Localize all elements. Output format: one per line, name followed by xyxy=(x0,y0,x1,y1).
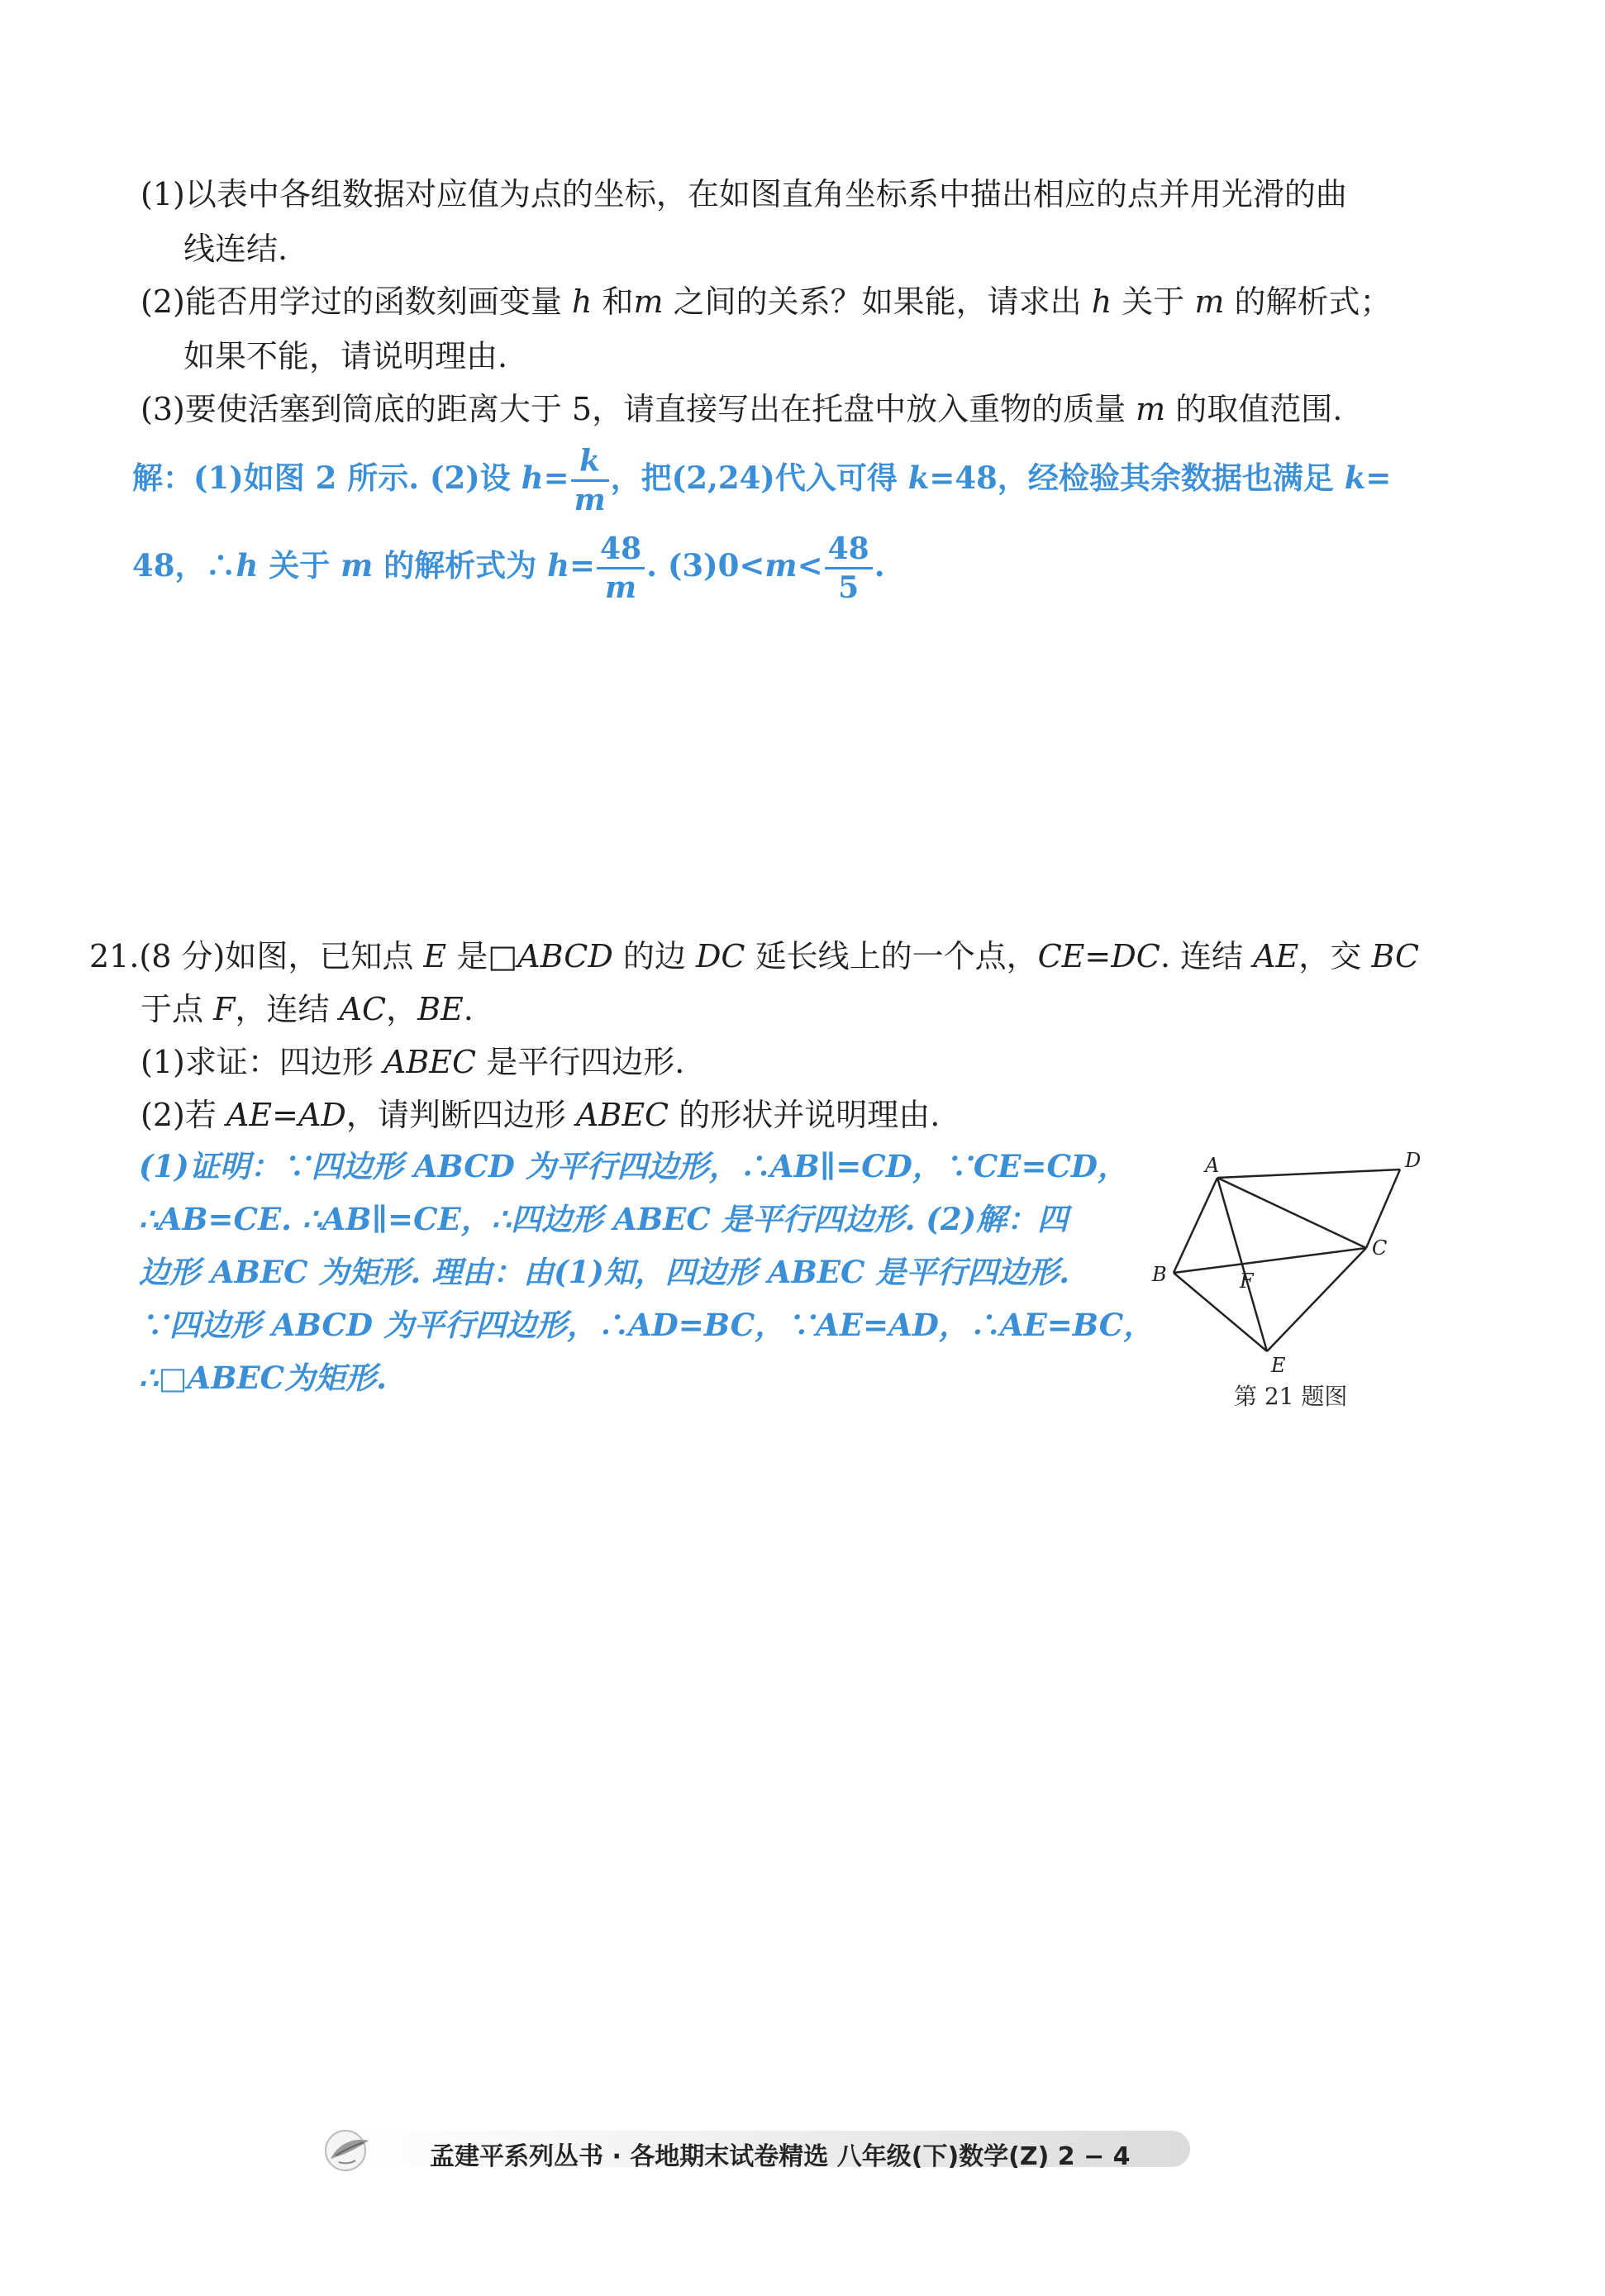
footer-text: 孟建平系列丛书 · 各地期末试卷精选 八年级(下)数学(Z) 2 − 4 xyxy=(430,2142,1131,2171)
parallel-equal-symbol: ∥= xyxy=(819,1148,862,1184)
q20-part2-text-c: 之间的关系？如果能，请求出 xyxy=(663,283,1092,320)
q20-part2-line1 xyxy=(140,283,1392,320)
q21-text: ， xyxy=(386,991,418,1027)
equation-ae-ad: AE=AD xyxy=(226,1097,346,1133)
q21-text: (1)求证：四边形 xyxy=(140,1044,383,1080)
equals-sign: = xyxy=(1365,460,1392,496)
fraction-48-over-5 xyxy=(825,531,873,605)
answer-text: CE，∴四边形 ABEC 是平行四边形. (2)解：四 xyxy=(413,1201,1069,1237)
var-k: k xyxy=(907,460,930,496)
q21-text: 是平行四边形. xyxy=(476,1044,685,1080)
q21-answer-line2 xyxy=(139,1201,1069,1237)
label-e: E xyxy=(1271,1354,1286,1377)
q21-text: 的边 xyxy=(612,938,696,974)
var-k: k xyxy=(1344,460,1366,496)
segment-be: BE xyxy=(417,991,464,1027)
q20-part3-text-a: (3)要使活塞到筒底的距离大于 5，请直接写出在托盘中放入重物的质量 xyxy=(140,391,1136,427)
answer-text: CD，∵CE=CD， xyxy=(861,1148,1129,1184)
q21-text: 的形状并说明理由. xyxy=(669,1097,941,1133)
q21-text: ，交 xyxy=(1298,938,1372,974)
q21-text: ，请判断四边形 xyxy=(345,1097,576,1133)
fraction-numerator: 48 xyxy=(825,534,873,569)
segment-ab xyxy=(1174,1178,1217,1273)
fraction-numerator: k xyxy=(571,446,609,482)
fraction-denominator: 5 xyxy=(838,570,860,605)
var-m: m xyxy=(633,283,664,320)
var-h: h xyxy=(547,547,569,584)
fraction-denominator: m xyxy=(605,570,637,605)
segment-dc: DC xyxy=(695,938,745,974)
q20-part1-line1 xyxy=(140,176,1347,212)
less-than-sign: < xyxy=(797,547,823,584)
q20-part2-text2: 如果不能，请说明理由. xyxy=(183,338,508,374)
q21-answer-line1 xyxy=(139,1148,1129,1184)
shape-abec: ABEC xyxy=(383,1044,477,1080)
q21-line4 xyxy=(140,1099,940,1131)
fraction-numerator: 48 xyxy=(597,534,645,569)
segment-ad xyxy=(1217,1169,1400,1178)
var-h: h xyxy=(236,547,259,584)
label-c: C xyxy=(1372,1236,1388,1260)
var-m: m xyxy=(1194,283,1225,320)
answer-text: =48，经检验其余数据也满足 xyxy=(929,460,1345,496)
q21-text: . xyxy=(463,991,474,1027)
answer-text: 边形 ABEC 为矩形. 理由：由(1)知，四边形 ABEC 是平行四边形. xyxy=(139,1254,1070,1290)
answer-text: 关于 xyxy=(258,547,341,584)
q21-text: (2)若 xyxy=(140,1097,226,1133)
q20-answer-line2 xyxy=(132,531,885,605)
q20-part2-text-b: 和 xyxy=(592,283,634,320)
segment-ce xyxy=(1267,1248,1366,1351)
q20-part3-text-b: 的取值范围. xyxy=(1165,391,1343,427)
segment-ae: AE xyxy=(1253,938,1299,974)
fraction-denominator: m xyxy=(574,483,606,517)
q21-geometry-figure xyxy=(1141,1132,1455,1413)
answer-text: 48，∴ xyxy=(132,547,236,584)
answer-text: (1)证明：∵四边形 ABCD 为平行四边形，∴AB xyxy=(139,1148,820,1184)
shape-abcd: ABCD xyxy=(517,938,613,974)
q20-answer-line1 xyxy=(132,446,1391,515)
shape-abec: ABEC xyxy=(575,1097,669,1133)
var-m: m xyxy=(341,547,374,584)
point-f: F xyxy=(213,991,236,1027)
segment-ac: AC xyxy=(339,991,387,1027)
footer-banner xyxy=(314,2126,1207,2172)
label-a: A xyxy=(1205,1154,1220,1177)
q20-part2-text-d: 关于 xyxy=(1112,283,1195,320)
segment-ae xyxy=(1217,1178,1267,1351)
leaf-logo-icon xyxy=(314,2126,388,2172)
segment-bc: BC xyxy=(1371,938,1420,974)
var-m: m xyxy=(1136,391,1166,427)
var-h: h xyxy=(1091,283,1112,320)
q20-part2-text-e: 的解析式； xyxy=(1224,283,1392,320)
fraction-k-over-m xyxy=(571,446,609,515)
answer-text: ∵四边形 ABCD 为平行四边形，∴AD=BC，∵AE=AD，∴AE=BC， xyxy=(139,1307,1155,1343)
fraction-48-over-m xyxy=(597,531,645,605)
q21-line3 xyxy=(140,1046,684,1078)
segment-bc xyxy=(1174,1248,1366,1273)
label-f: F xyxy=(1240,1269,1254,1293)
answer-text: . (3)0< xyxy=(646,547,765,584)
q20-part2-text-a: (2)能否用学过的函数刻画变量 xyxy=(140,283,572,320)
var-h: h xyxy=(571,283,593,320)
q21-line1 xyxy=(89,938,1420,974)
q20-part3 xyxy=(140,393,1342,425)
segment-ac xyxy=(1217,1178,1366,1248)
answer-text: 解：(1)如图 2 所示. (2)设 xyxy=(132,460,522,496)
q21-answer-line4 xyxy=(139,1307,1155,1343)
equation-ce-dc: CE=DC xyxy=(1037,938,1160,974)
var-h: h xyxy=(521,460,544,496)
q21-line2 xyxy=(140,993,474,1025)
q21-text: 于点 xyxy=(140,991,214,1027)
parallelogram-symbol: □ xyxy=(488,938,518,974)
answer-text: ∴AB=CE. ∴AB xyxy=(139,1201,372,1237)
answer-text: 的解析式为 xyxy=(373,547,548,584)
q20-part1-text: (1)以表中各组数据对应值为点的坐标，在如图直角坐标系中描出相应的点并用光滑的曲 xyxy=(140,176,1347,212)
q21-text: ，连结 xyxy=(235,991,340,1027)
label-d: D xyxy=(1405,1149,1422,1172)
q21-text: 延长线上的一个点， xyxy=(745,938,1038,974)
q20-part1-text2: 线连结. xyxy=(183,231,288,267)
equals-sign: = xyxy=(569,547,596,584)
q21-answer-line3 xyxy=(139,1254,1070,1290)
q21-text: 21.(8 分)如图，已知点 xyxy=(89,938,424,974)
figure-caption: 第 21 题图 xyxy=(1234,1383,1348,1410)
answer-text: ∴□ABEC为矩形. xyxy=(139,1360,388,1396)
answer-text: ，把(2,24)代入可得 xyxy=(610,460,908,496)
q20-part2-line2 xyxy=(183,338,508,374)
equals-sign: = xyxy=(543,460,569,496)
q21-text: 是 xyxy=(446,938,488,974)
parallel-equal-symbol: ∥= xyxy=(371,1201,414,1237)
var-m: m xyxy=(764,547,798,584)
q20-part1-line2 xyxy=(183,231,288,267)
point-e: E xyxy=(423,938,447,974)
label-b: B xyxy=(1152,1263,1167,1286)
period: . xyxy=(874,547,885,584)
q21-text: . 连结 xyxy=(1160,938,1254,974)
q21-answer-line5 xyxy=(139,1360,388,1396)
